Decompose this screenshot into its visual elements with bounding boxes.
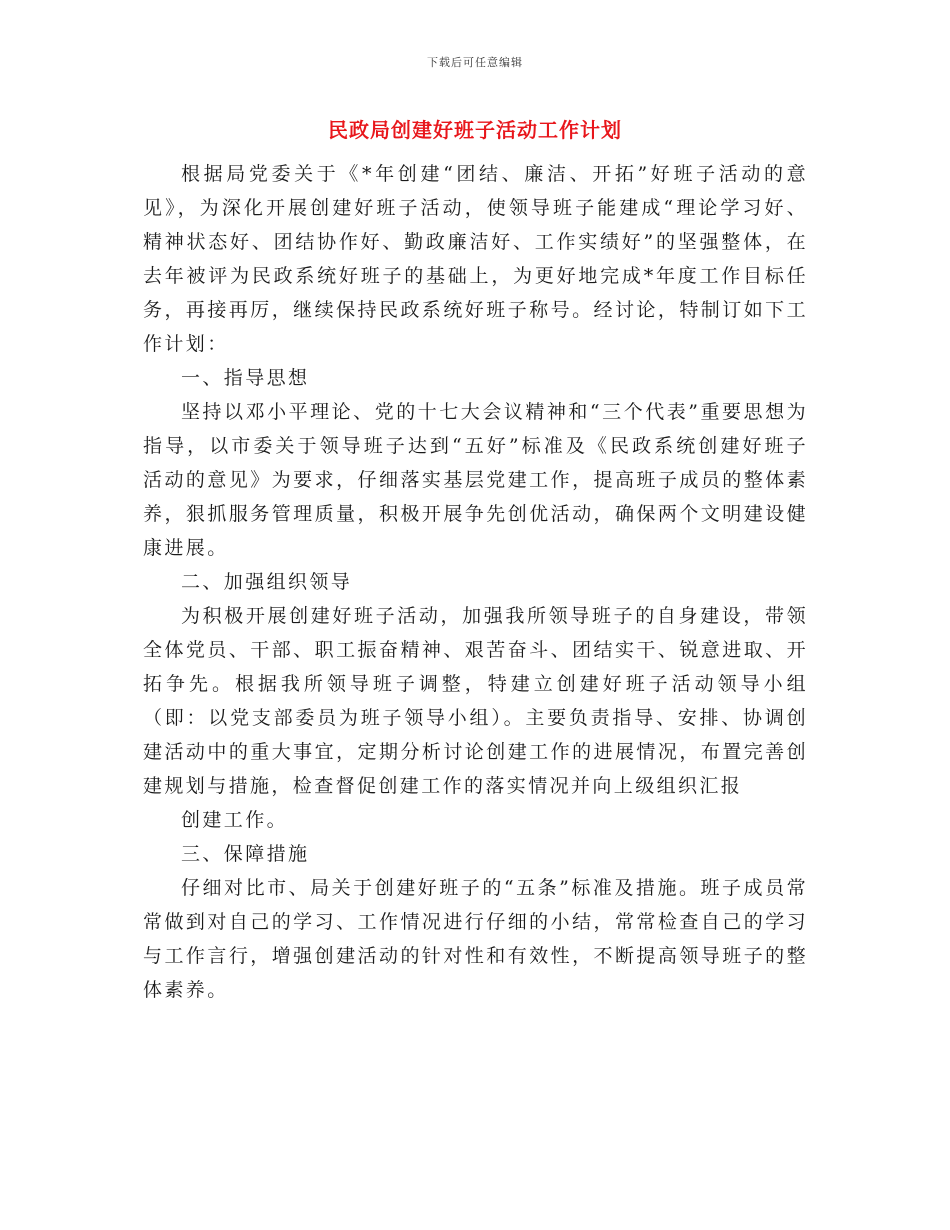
section-heading-measures: 三、保障措施 xyxy=(181,843,310,865)
document-title: 民政局创建好班子活动工作计划 xyxy=(328,118,622,142)
organization-paragraph: 为积极开展创建好班子活动，加强我所领导班子的自身建设，带领全体党员、干部、职工振奋精神、艰苦奋斗、团结实干、锐意进取、开拓争先。根据我所领导班子调整，特建立创建好班子活动领导小组（即：以党支部委员为班子领导小组）。主要负责指导、安排、协调创建活动中的重大事宜，定期分析讨论创建工作的进展情况，布置完善创建规划与措施，检查督促创建工作的落实情况并向上级组织汇报 xyxy=(143,605,808,797)
section-heading-organization: 二、加强组织领导 xyxy=(181,571,353,593)
intro-paragraph: 根据局党委关于《*年创建“团结、廉洁、开拓”好班子活动的意见》，为深化开展创建好班子活动，使领导班子能建成“理论学习好、精神状态好、团结协作好、勤政廉洁好、工作实绩好”的坚强整体，在去年被评为民政系统好班子的基础上，为更好地完成*年度工作目标任务，再接再厉，继续保持民政系统好班子称号。经讨论，特制订如下工作计划： xyxy=(143,163,808,355)
document-body xyxy=(143,157,808,1007)
header-note: 下载后可任意编辑 xyxy=(427,56,523,69)
guiding-ideology-paragraph: 坚持以邓小平理论、党的十七大会议精神和“三个代表”重要思想为指导，以市委关于领导班子达到“五好”标准及《民政系统创建好班子活动的意见》为要求，仔细落实基层党建工作，提高班子成员的整体素养，狠抓服务管理质量，积极开展争先创优活动，确保两个文明建设健康进展。 xyxy=(143,401,808,559)
organization-paragraph-continued: 创建工作。 xyxy=(181,809,289,831)
measures-paragraph: 仔细对比市、局关于创建好班子的“五条”标准及措施。班子成员常常做到对自己的学习、工作情况进行仔细的小结，常常检查自己的学习与工作言行，增强创建活动的针对性和有效性，不断提高领导班子的整体素养。 xyxy=(143,877,808,1001)
section-heading-guiding-ideology: 一、指导思想 xyxy=(181,367,310,389)
